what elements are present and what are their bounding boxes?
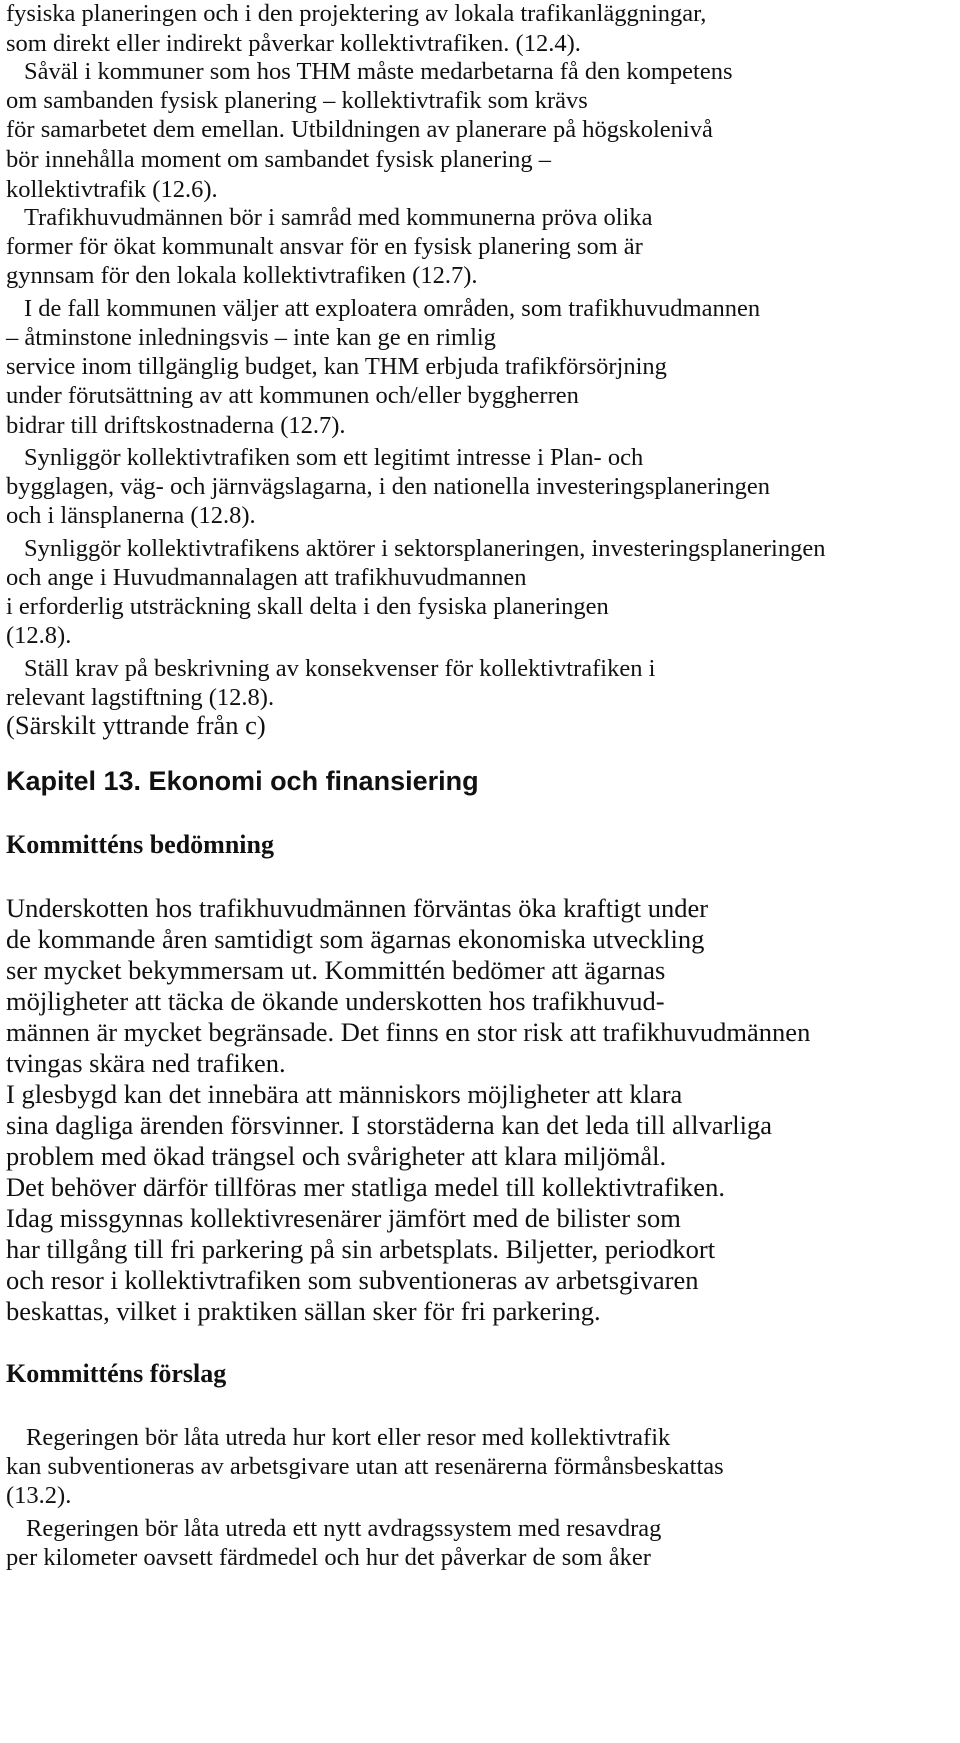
text-line: sina dagliga ärenden försvinner. I storstäderna kan det leda till allvarliga — [6, 1110, 773, 1140]
text-line: Ställ krav på beskrivning av konsekvenser för kollektivtrafiken i — [24, 655, 656, 682]
special-statement-note: (Särskilt yttrande från c) — [6, 710, 266, 740]
text-line: bygglagen, väg- och järnvägslagarna, i den nationella investeringsplaneringen — [6, 473, 770, 500]
text-line: service inom tillgänglig budget, kan THM erbjuda trafikförsörjning — [6, 353, 667, 380]
text-line: gynnsam för den lokala kollektivtrafiken (12.7). — [6, 262, 478, 289]
text-line: Synliggör kollektivtrafikens aktörer i sektorsplaneringen, investeringsplaneringen — [24, 535, 826, 562]
chapter-heading: Kapitel 13. Ekonomi och finansiering — [6, 766, 479, 796]
text-line: och resor i kollektivtrafiken som subventioneras av arbetsgivaren — [6, 1265, 699, 1295]
text-line: för samarbetet dem emellan. Utbildningen av planerare på högskolenivå — [6, 116, 713, 143]
proposal-heading: Kommitténs förslag — [6, 1359, 227, 1388]
text-line: relevant lagstiftning (12.8). — [6, 684, 275, 711]
assessment-heading: Kommitténs bedömning — [6, 830, 274, 859]
text-line: Det behöver därför tillföras mer statliga medel till kollektivtrafiken. — [6, 1172, 725, 1202]
text-line: problem med ökad trängsel och svårigheter att klara miljömål. — [6, 1141, 667, 1171]
text-line: Idag missgynnas kollektivresenärer jämfört med de bilister som — [6, 1203, 681, 1233]
text-line: Underskotten hos trafikhuvudmännen förväntas öka kraftigt under — [6, 893, 709, 923]
text-line: Såväl i kommuner som hos THM måste medarbetarna få den kompetens — [24, 58, 733, 85]
text-line: I glesbygd kan det innebära att människors möjligheter att klara — [6, 1079, 683, 1109]
text-line: som direkt eller indirekt påverkar kollektivtrafiken. (12.4). — [6, 30, 581, 57]
text-line: Regeringen bör låta utreda ett nytt avdragssystem med resavdrag — [26, 1515, 662, 1542]
text-line: de kommande åren samtidigt som ägarnas ekonomiska utveckling — [6, 924, 705, 954]
text-line: (12.8). — [6, 622, 72, 649]
text-line: tvingas skära ned trafiken. — [6, 1048, 286, 1078]
text-line: former för ökat kommunalt ansvar för en fysisk planering som är — [6, 233, 643, 260]
text-line: Synliggör kollektivtrafiken som ett legitimt intresse i Plan- och — [24, 444, 644, 471]
text-line: kollektivtrafik (12.6). — [6, 176, 218, 203]
text-line: Trafikhuvudmännen bör i samråd med kommunerna pröva olika — [24, 204, 653, 231]
text-line: om sambanden fysisk planering – kollektivtrafik som krävs — [6, 87, 588, 114]
text-line: kan subventioneras av arbetsgivare utan att resenärerna förmånsbeskattas — [6, 1453, 724, 1480]
text-line: Regeringen bör låta utreda hur kort eller resor med kollektivtrafik — [26, 1424, 671, 1451]
text-line: (13.2). — [6, 1482, 72, 1509]
text-line: ser mycket bekymmersam ut. Kommittén bedömer att ägarnas — [6, 955, 666, 985]
text-line: fysiska planeringen och i den projektering av lokala trafikanläggningar, — [6, 0, 707, 27]
text-line: har tillgång till fri parkering på sin arbetsplats. Biljetter, periodkort — [6, 1234, 716, 1264]
text-line: – åtminstone inledningsvis – inte kan ge en rimlig — [6, 324, 496, 351]
text-line: möjligheter att täcka de ökande underskotten hos trafikhuvud- — [6, 986, 665, 1016]
text-line: I de fall kommunen väljer att exploatera områden, som trafikhuvudmannen — [24, 295, 761, 322]
text-line: i erforderlig utsträckning skall delta i den fysiska planeringen — [6, 593, 609, 620]
text-line: och ange i Huvudmannalagen att trafikhuvudmannen — [6, 564, 527, 591]
text-line: bidrar till driftskostnaderna (12.7). — [6, 412, 346, 439]
text-line: männen är mycket begränsade. Det finns en stor risk att trafikhuvudmännen — [6, 1017, 811, 1047]
text-line: beskattas, vilket i praktiken sällan sker för fri parkering. — [6, 1296, 601, 1326]
text-line: bör innehålla moment om sambandet fysisk planering – — [6, 146, 552, 173]
text-line: per kilometer oavsett färdmedel och hur det påverkar de som åker — [6, 1544, 651, 1571]
text-line: och i länsplanerna (12.8). — [6, 502, 256, 529]
text-line: under förutsättning av att kommunen och/eller byggherren — [6, 382, 579, 409]
